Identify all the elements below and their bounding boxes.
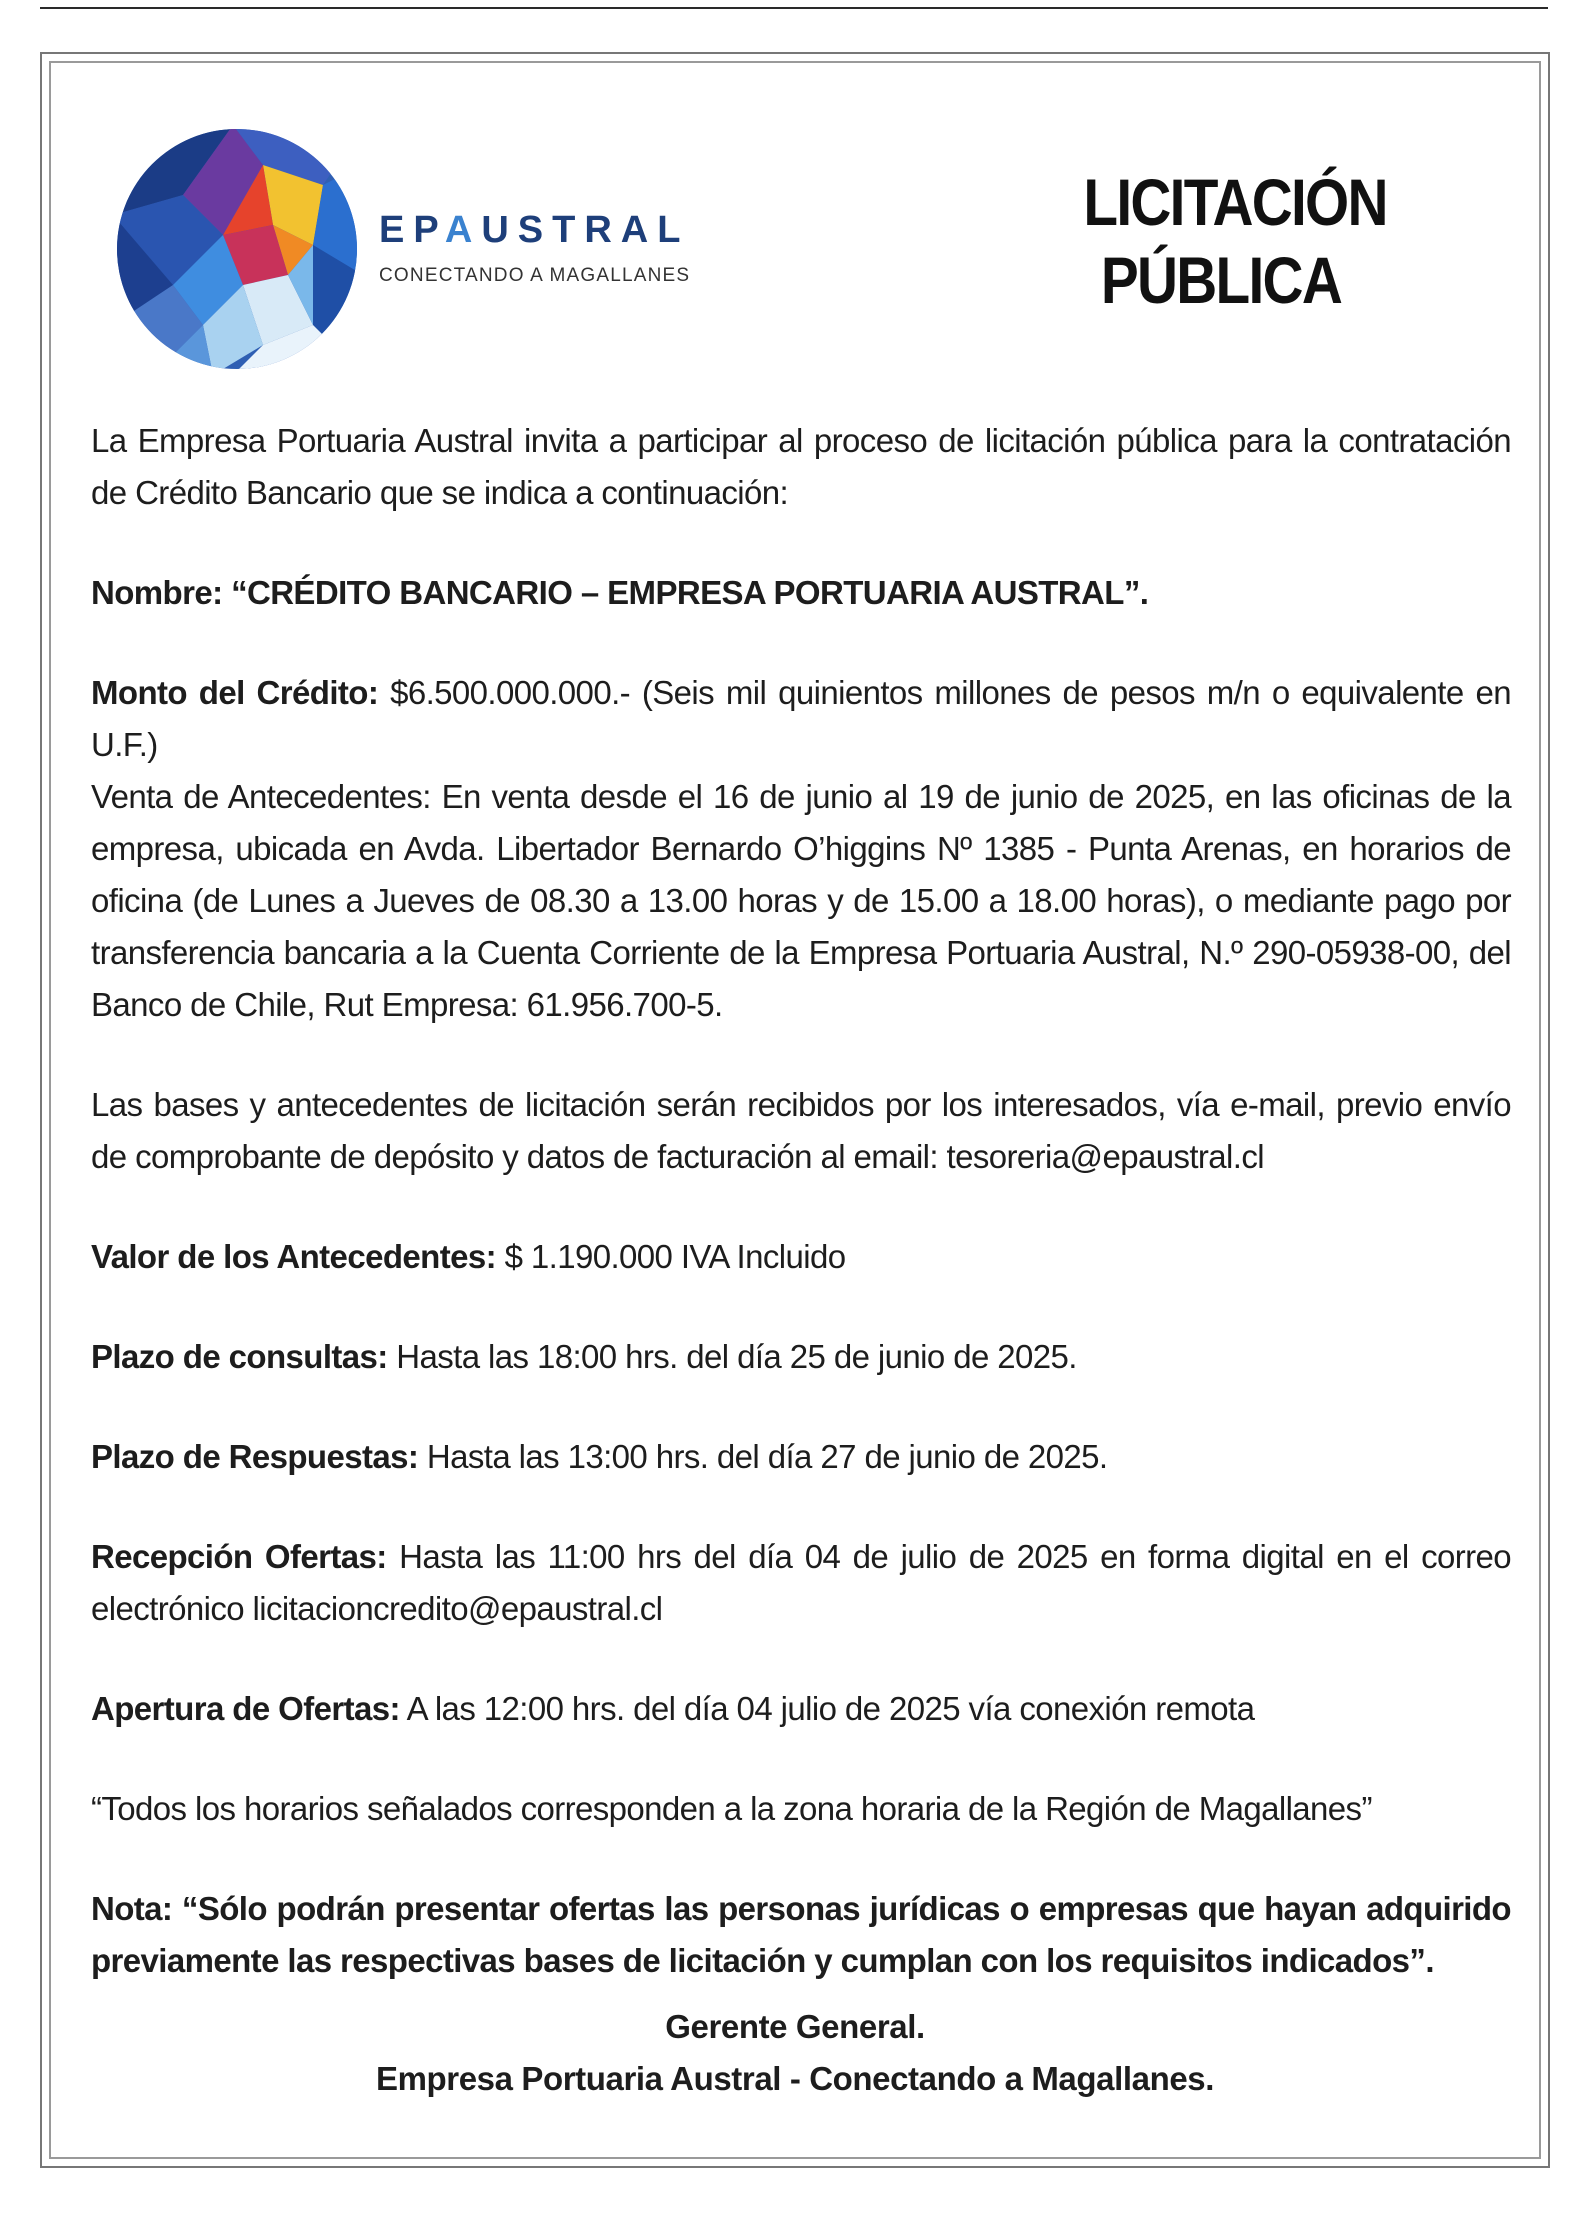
title-line-1: LICITACIÓN [1083, 165, 1387, 239]
respuestas-label: Plazo de Respuestas: [91, 1438, 419, 1475]
consultas-label: Plazo de consultas: [91, 1338, 388, 1375]
apertura-line [91, 1683, 1511, 1735]
nota-text: Nota: “Sólo podrán presentar ofertas las personas jurídicas o empresas que hayan adquirido previamente las respectivas bases de licitación y cumplan con los requisitos indicados”. [91, 1890, 1511, 1979]
page-title [1083, 163, 1387, 319]
signature-block [51, 2001, 1539, 2105]
monto-label: Monto del Crédito: [91, 674, 379, 711]
respuestas-value: Hasta las 13:00 hrs. del día 27 de junio de 2025. [426, 1438, 1108, 1475]
notice-inner-frame [49, 61, 1541, 2159]
monto-value: $6.500.000.000.- (Seis mil quinientos millones de pesos m/n o equivalente en U.F.) [91, 674, 1511, 763]
consultas-value: Hasta las 18:00 hrs. del día 25 de junio de 2025. [396, 1338, 1077, 1375]
intro-paragraph: La Empresa Portuaria Austral invita a participar al proceso de licitación pública para la contratación de Crédito Bancario que se indica a continuación: [91, 422, 1511, 511]
globe-logo-icon [113, 125, 363, 375]
logo-tagline: CONECTANDO A MAGALLANES [379, 265, 691, 286]
title-line-2: PÚBLICA [1100, 243, 1342, 317]
valor-line [91, 1231, 1511, 1283]
recepcion-label: Recepción Ofertas: [91, 1538, 387, 1575]
nota-paragraph [91, 1883, 1511, 1987]
logo-wordmark: EPAUSTRAL [379, 209, 690, 251]
horarios-note: “Todos los horarios señalados corresponden a la zona horaria de la Región de Magallanes” [91, 1790, 1372, 1827]
signature-organization: Empresa Portuaria Austral - Conectando a Magallanes. [375, 2060, 1215, 2097]
consultas-line [91, 1331, 1511, 1383]
venta-paragraph: Venta de Antecedentes: En venta desde el 16 de junio al 19 de junio de 2025, en las oficinas de la empresa, ubicada en Avda. Libertador Bernardo O’higgins Nº 1385 - Punta Arenas, en horarios de oficina (de Lunes a Jueves de 08.30 a 13.00 horas y de 15.00 a 18.00 horas), o mediante pago por transferencia bancaria a la Cuenta Corriente de la Empresa Portuaria Austral, N.º 290-05938-00, del Banco de Chile, Rut Empresa: 61.956.700-5. [91, 778, 1511, 1023]
nombre-line [91, 567, 1511, 619]
bases-paragraph: Las bases y antecedentes de licitación serán recibidos por los interesados, vía e-mail, previo envío de comprobante de depósito y datos de facturación al email: tesoreria@epaustral.cl [91, 1086, 1511, 1175]
notice-frame [40, 52, 1550, 2168]
apertura-label: Apertura de Ofertas: [91, 1690, 400, 1727]
signature-title: Gerente General. [665, 2008, 925, 2045]
recepcion-value: Hasta las 11:00 hrs del día 04 de julio de 2025 en forma digital en el correo electrónico licitacioncredito@epaustral.cl [91, 1538, 1512, 1627]
recepcion-line [91, 1531, 1511, 1635]
valor-label: Valor de los Antecedentes: [91, 1238, 496, 1275]
respuestas-line [91, 1431, 1511, 1483]
valor-value: $ 1.190.000 IVA Incluido [504, 1238, 846, 1275]
monto-line [91, 667, 1511, 771]
epaustral-logo [113, 125, 733, 375]
top-rule [40, 7, 1548, 9]
nombre-label: Nombre: [91, 574, 223, 611]
notice-body [91, 415, 1511, 2035]
apertura-value: A las 12:00 hrs. del día 04 julio de 2025 vía conexión remota [406, 1690, 1255, 1727]
nombre-value: “CRÉDITO BANCARIO – EMPRESA PORTUARIA AUSTRAL”. [231, 574, 1149, 611]
